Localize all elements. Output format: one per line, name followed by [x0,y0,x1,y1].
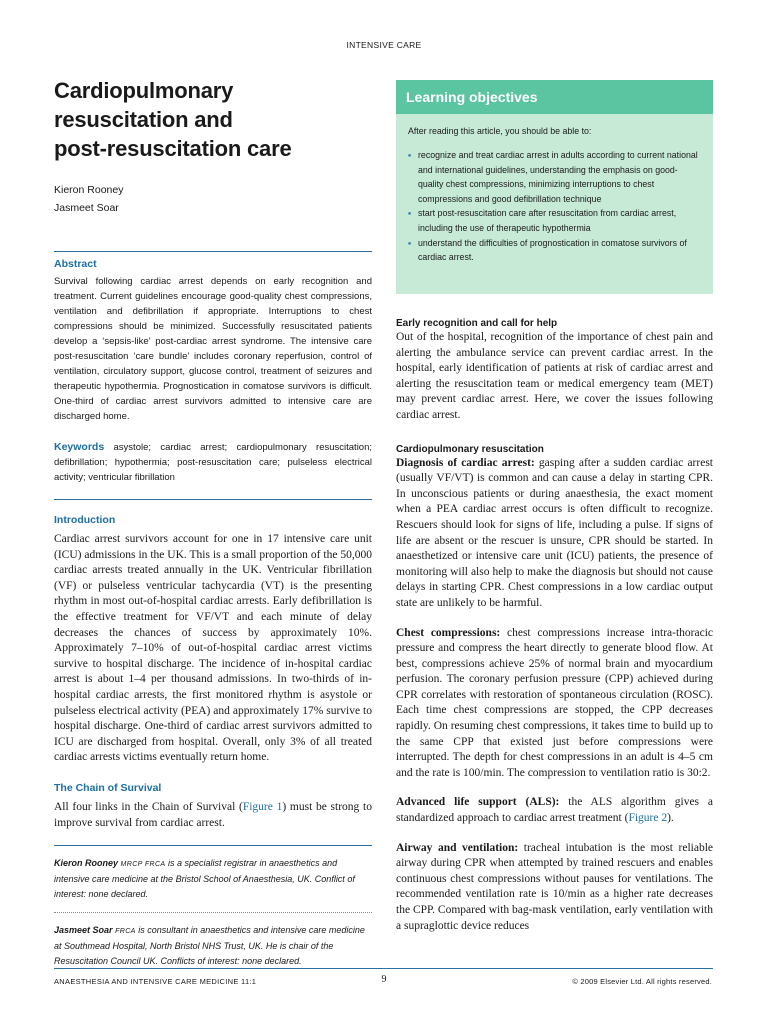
airway-text: tracheal intubation is the most reliable airway during CPR when attempted by trained rescuers and enables continuous chest compressions without pauses for ventilations. The recommended ventilation rate is 10/min as a higher rate decreases the CPP. Compared with bag-mask ventilation, early ventilation with a supraglottic device reduces [396,841,713,932]
intro-top-rule [54,499,372,500]
bio-text: is a specialist registrar in anaesthetics and intensive care medicine at the Bristol School of Anaesthesia, UK. Conflict of interest: none declared. [54,858,355,900]
author-list [54,181,372,217]
copyright-notice: © 2009 Elsevier Ltd. All rights reserved. [572,977,712,986]
cpr-heading: Cardiopulmonary resuscitation [396,443,544,455]
figure-1-link[interactable]: Figure 1 [242,800,283,813]
als-paragraph [396,795,713,826]
list-item [408,148,703,206]
author-bio [54,923,372,969]
list-item-text: start post-resuscitation care after resuscitation from cardiac arrest, including the use of therapeutic hypothermia [418,208,677,233]
diagnosis-label: Diagnosis of cardiac arrest: [396,456,535,469]
list-item [408,236,703,265]
footer-rule [54,968,713,969]
learning-objectives-list [408,148,703,265]
list-item-text: understand the difficulties of prognostication in comatose survivors of cardiac arrest. [418,237,687,263]
abstract-heading: Abstract [54,258,97,270]
bio-credentials: MRCP FRCA [120,861,166,869]
introduction-text: Cardiac arrest survivors account for one in 17 intensive care unit (ICU) admissions in the UK. This is a small proportion of the 50,000 cardiac arrests treated annually in the UK. Ventricular fibrillation (VF) or pulseless ventricular tachycardia (VT) is the presenting rhythm in most out-of-hospital cardiac arrests. Early defibrillation is the effective treatment for VF/VT and each minute of delay decreases the chances of success by approximately 10%. Approximately 7–10% of out-of-hospital cardiac arrest victims survive to hospital discharge. The incidence of in-hospital cardiac arrest is about 1–4 per thousand admissions. In two-thirds of in-hospital cardiac arrests, the first monitored rhythm is asystole or pulseless electrical activity (PEA) and approximately 17% survive to hospital discharge. One-third of cardiac arrest survivors admitted to ICU are discharged from hospital. Overall, only 3% of all treated cardiac arrests victims eventually return home. [54,533,372,764]
title-line-3: post-resuscitation care [54,136,292,161]
running-head: INTENSIVE CARE [346,40,422,50]
author-name: Jasmeet Soar [54,202,119,214]
bullet-icon: ▪ [408,208,412,219]
bio-top-rule [54,845,372,846]
bio-divider [54,912,372,913]
chain-text [54,800,372,831]
keywords-label: Keywords [54,441,105,453]
author-bio [54,856,372,902]
diagnosis-text: gasping after a sudden cardiac arrest (usually VF/VT) is common and can cause a delay in starting CPR. In unconscious patients or during anaesthesia, the exact moment when a PEA cardiac arrest occurs is often difficult to recognize. Rescuers should look for signs of life, including a pulse. If signs of life are absent or the rescuer is unsure, CPR should be started. In anaesthetized or intensive care unit (ICU) patients, the presence of monitoring will also help to make the diagnosis but should not cause delays in starting CPR. Chest compressions in a low cardiac output state are unlikely to be harmful. [396,456,713,609]
figure-2-link[interactable]: Figure 2 [628,812,668,825]
keywords-section [54,440,372,485]
chain-heading: The Chain of Survival [54,781,162,794]
als-text-after: ). [667,812,674,825]
learning-objectives-heading: Learning objectives [396,80,713,114]
airway-paragraph [396,841,713,935]
abstract-text: Survival following cardiac arrest depends on early recognition and treatment. Current guidelines encourage good-quality chest compressions, ventilation and defibrillation if appropriate. Interruptions to chest compressions should be minimized. Successfully resuscitated patients develop a ‘sepsis-like’ post-cardiac arrest syndrome. The intensive care post-resuscitation ‘care bundle’ includes coronary reperfusion, control of ventilation, circulatory support, glucose control, treatment of seizures and therapeutic hypothermia. Prognostication in comatose survivors is difficult. One-third of cardiac arrest survivors admitted to intensive care are discharged home. [54,276,372,422]
compressions-text: chest compressions increase intra-thoracic pressure and compress the heart directly to generate blood flow. At best, compressions achieve 25% of normal brain and myocardium perfusion. The coronary perfusion pressure (CPP) achieved during CPR correlates with restoration of spontaneous circulation (ROSC). Each time chest compressions are stopped, the CPP decreases rapidly. On resuming chest compressions, it takes time to build up to the same CPP that existed just before compressions were interrupted. The depth for chest compressions in an adult is 4–5 cm and the rate is 100/min. The compression to ventilation ratio is 30:2. [396,626,713,779]
chain-text-before: All four links in the Chain of Survival ( [54,800,243,813]
bullet-icon: ▪ [408,150,412,160]
bio-name: Kieron Rooney [54,858,119,869]
diagnosis-paragraph [396,456,713,612]
als-text-before: the ALS algorithm gives a standardized approach to cardiac arrest treatment ( [396,796,714,825]
list-item-text: recognize and treat cardiac arrest in adults according to current national and international guidelines, understanding the emphasis on good-quality chest compressions, minimizing interruptions to chest compressions and good defibrillation technique [418,150,698,204]
als-label: Advanced life support (ALS): [396,796,560,809]
learning-objectives-box [396,80,713,294]
chain-text-after: ) must be strong to improve survival from cardiac arrest. [54,800,372,829]
journal-citation: ANAESTHESIA AND INTENSIVE CARE MEDICINE 11:1 [54,977,257,986]
abstract-section [54,251,372,424]
keywords-text: asystole; cardiac arrest; cardiopulmonary resuscitation; defibrillation; hypothermia; post-resuscitation care; pulseless electrical activity; ventricular fibrillation [54,442,373,483]
title-line-1: Cardiopulmonary [54,78,234,103]
list-item [408,206,703,235]
bullet-icon: ▪ [408,237,412,248]
left-column [54,76,372,969]
abstract-top-rule [54,251,372,252]
page-number: 9 [381,974,387,985]
compressions-paragraph [396,626,713,782]
title-line-2: resuscitation and [54,107,233,132]
right-column [396,318,713,934]
airway-label: Airway and ventilation: [396,841,519,854]
author-name: Kieron Rooney [54,184,124,196]
bio-credentials: FRCA [115,928,136,936]
article-title [54,76,372,163]
early-recognition-text: Out of the hospital, recognition of the importance of chest pain and alerting the ambulance service can prevent cardiac arrest. In the hospital, early identification of patients at risk of cardiac arrest and alerting the resuscitation team or medical emergency team (MET) may prevent cardiac arrest. Here, we cover the issues following cardiac arrest. [396,331,713,421]
compressions-label: Chest compressions: [396,626,501,639]
early-recognition-heading: Early recognition and call for help [396,318,558,329]
introduction-heading: Introduction [54,514,116,526]
bio-text: is consultant in anaesthetics and intensive care medicine at Southmead Hospital, North Bristol NHS Trust, UK. He is chair of the Resuscitation Council UK. Conflicts of interest: none declared. [54,925,365,967]
learning-objectives-intro: After reading this article, you should be able to: [408,126,592,136]
bio-name: Jasmeet Soar [54,925,113,936]
